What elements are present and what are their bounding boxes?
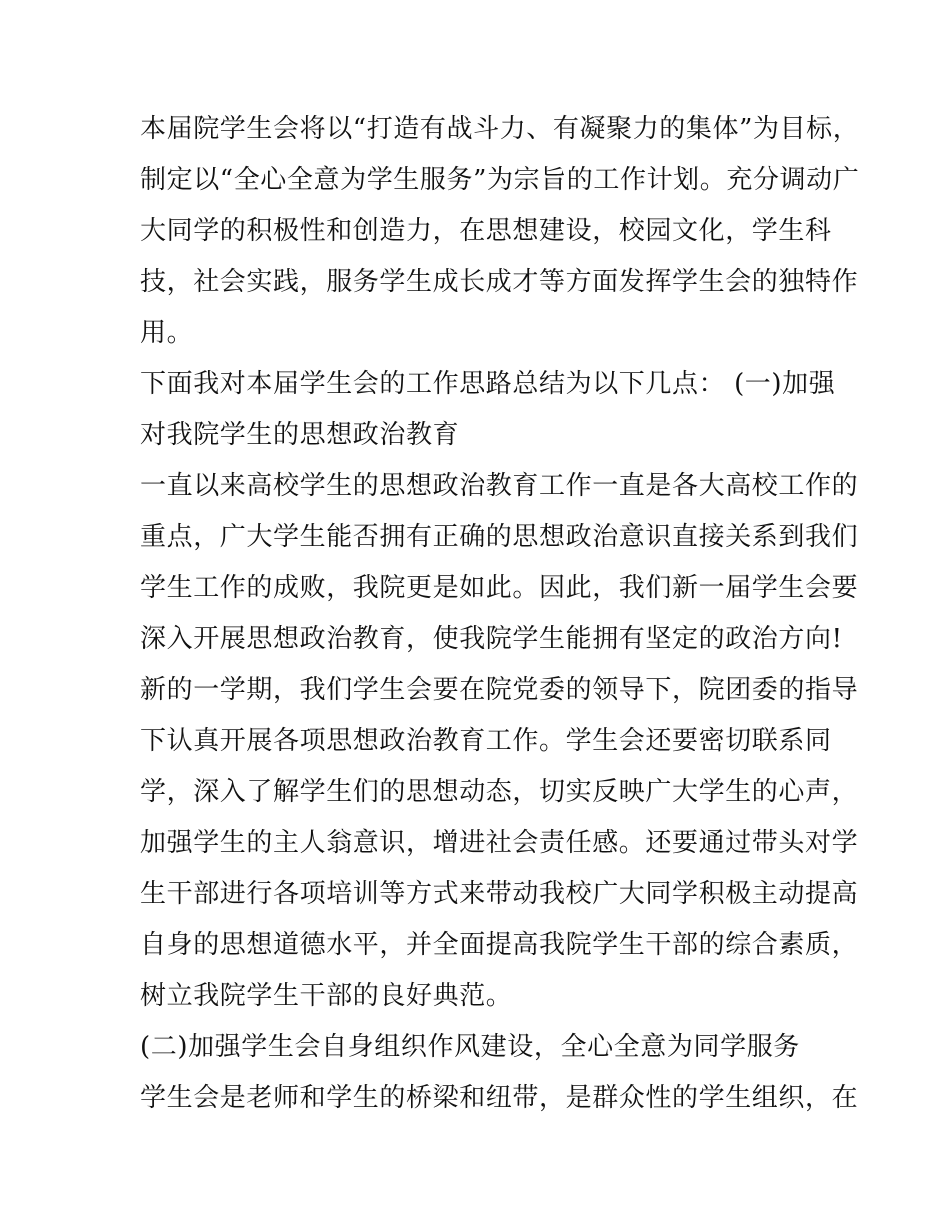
text-line: 用。	[140, 318, 194, 348]
text-line: 本届院学生会将以“打造有战斗力、有凝聚力的集体”为目标，	[140, 114, 860, 144]
text-line: 大同学的积极性和创造力，在思想建设，校园文化，学生科	[140, 216, 832, 246]
text-line: 加强学生的主人翁意识，增进社会责任感。还要通过带头对学	[140, 828, 859, 858]
text-line: 技，社会实践，服务学生成长成才等方面发挥学生会的独特作	[140, 267, 859, 297]
text-line: 生干部进行各项培训等方式来带动我校广大同学积极主动提高	[140, 879, 859, 909]
text-line: 下认真开展各项思想政治教育工作。学生会还要密切联系同	[140, 726, 832, 756]
text-line: (二)加强学生会自身组织作风建设，全心全意为同学服务	[140, 1032, 800, 1062]
text-line: 树立我院学生干部的良好典范。	[140, 981, 513, 1011]
text-line: 深入开展思想政治教育，使我院学生能拥有坚定的政治方向!	[140, 624, 843, 654]
text-line: 重点，广大学生能否拥有正确的思想政治意识直接关系到我们	[140, 522, 859, 552]
text-line: 对我院学生的思想政治教育	[140, 420, 460, 450]
text-line: 自身的思想道德水平，并全面提高我院学生干部的综合素质，	[140, 930, 859, 960]
text-line: 学生会是老师和学生的桥梁和纽带，是群众性的学生组织，在	[140, 1083, 859, 1113]
document-body	[140, 104, 860, 1124]
text-line: 新的一学期，我们学生会要在院党委的领导下，院团委的指导	[140, 675, 859, 705]
text-line: 下面我对本届学生会的工作思路总结为以下几点： (一)加强	[140, 369, 836, 399]
text-line: 学生工作的成败，我院更是如此。因此，我们新一届学生会要	[140, 573, 859, 603]
text-line: 一直以来高校学生的思想政治教育工作一直是各大高校工作的	[140, 471, 859, 501]
text-line: 制定以“全心全意为学生服务”为宗旨的工作计划。充分调动广	[140, 165, 860, 195]
text-line: 学，深入了解学生们的思想动态，切实反映广大学生的心声，	[140, 777, 859, 807]
